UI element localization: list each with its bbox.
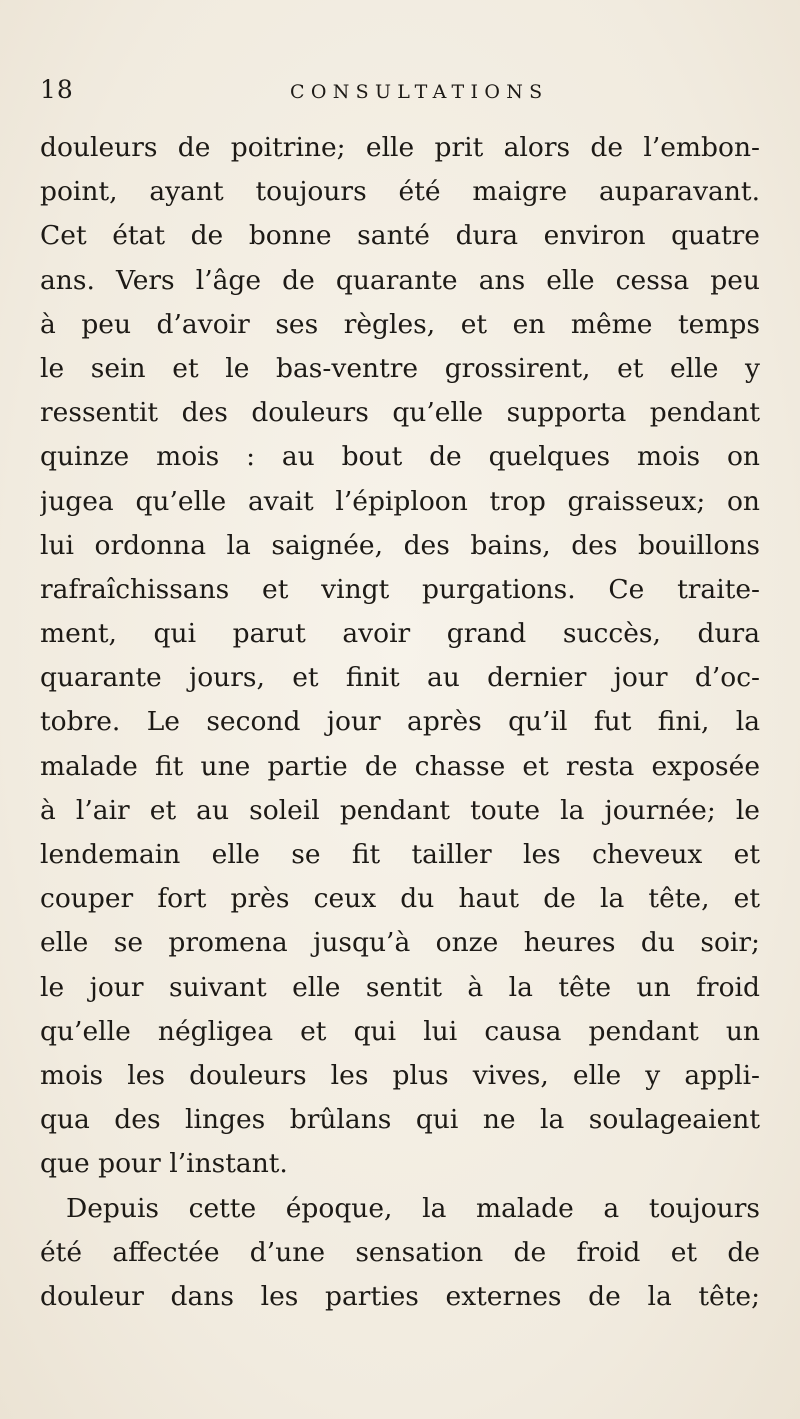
text-line: rafraîchissans et vingt purgations. Ce traite- <box>40 573 760 605</box>
text-line: quinze mois : au bout de quelques mois on <box>40 441 760 473</box>
text-line: elle se promena jusqu’à onze heures du soir; <box>40 927 760 959</box>
text-line: le jour suivant elle sentit à la tête un froid <box>40 971 760 1003</box>
text-line: été affectée d’une sensation de froid et de <box>40 1236 760 1268</box>
text-line: quarante jours, et finit au dernier jour d’oc- <box>40 662 760 694</box>
text-line: douleur dans les parties externes de la tête; <box>40 1280 760 1312</box>
text-line: malade fit une partie de chasse et resta exposée <box>40 750 760 782</box>
text-line: le sein et le bas-ventre grossirent, et elle y <box>40 352 760 384</box>
body-text <box>40 126 760 1319</box>
text-line: douleurs de poitrine; elle prit alors de l’embon- <box>40 132 760 163</box>
text-line: lendemain elle se fit tailler les cheveux et <box>40 839 760 870</box>
text-line: à peu d’avoir ses règles, et en même temps <box>40 308 760 340</box>
text-line: lui ordonna la saignée, des bains, des bouillons <box>40 529 760 561</box>
text-line: Depuis cette époque, la malade a toujours <box>66 1192 760 1224</box>
text-line: ans. Vers l’âge de quarante ans elle cessa peu <box>40 264 760 296</box>
text-line: qu’elle négligea et qui lui causa pendant un <box>40 1015 760 1047</box>
text-line: jugea qu’elle avait l’épiploon trop graisseux; on <box>40 485 760 517</box>
text-line: couper fort près ceux du haut de la tête, et <box>40 883 760 915</box>
text-line: tobre. Le second jour après qu’il fut fini, la <box>40 706 760 738</box>
text-line: que pour l’instant. <box>40 1148 288 1180</box>
paragraph <box>40 1187 760 1320</box>
paragraph <box>40 126 760 1187</box>
text-line: ressentit des douleurs qu’elle supporta pendant <box>40 397 760 429</box>
text-line: à l’air et au soleil pendant toute la journée; le <box>40 794 760 826</box>
text-line: point, ayant toujours été maigre auparavant. <box>40 176 760 208</box>
running-head: CONSULTATIONS <box>290 81 549 103</box>
page-number: 18 <box>40 75 74 104</box>
text-line: mois les douleurs les plus vives, elle y appli- <box>40 1059 760 1091</box>
text-line: qua des linges brûlans qui ne la soulageaient <box>40 1104 760 1136</box>
page-header <box>0 76 800 116</box>
text-line: Cet état de bonne santé dura environ quatre <box>40 220 760 252</box>
text-line: ment, qui parut avoir grand succès, dura <box>40 618 760 650</box>
